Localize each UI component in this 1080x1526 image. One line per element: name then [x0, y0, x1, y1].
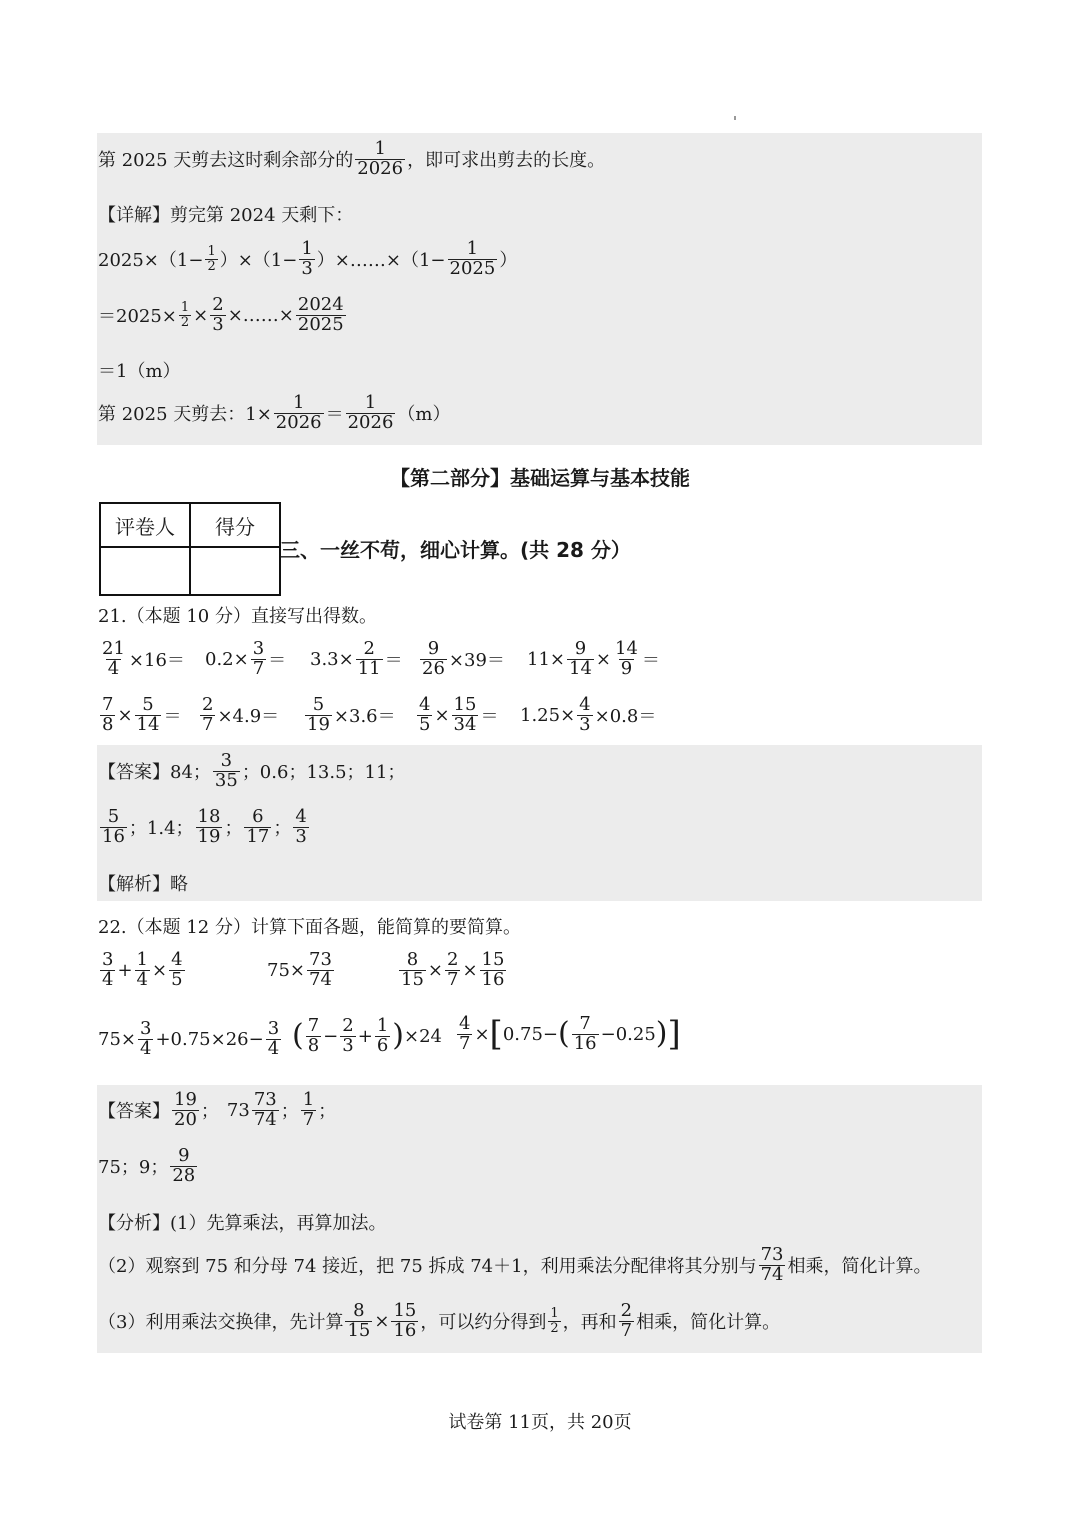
text: ＝ [384, 650, 403, 672]
numerator: 5 [312, 694, 325, 715]
denominator: 17 [246, 825, 270, 847]
q21-item-6 [98, 696, 181, 735]
denominator: 7 [447, 968, 459, 990]
denominator: 6 [376, 1034, 389, 1056]
text: × [427, 959, 443, 981]
numerator: 2 [202, 694, 214, 715]
numerator: 1 [374, 138, 386, 159]
fraction [205, 245, 217, 273]
numerator: 9 [574, 638, 587, 659]
q22-title [98, 913, 521, 939]
q22-problem-4 [98, 1020, 283, 1059]
fraction [548, 1307, 560, 1335]
text: + [357, 1025, 373, 1047]
denominator: 3 [301, 257, 313, 279]
text: × [434, 704, 450, 726]
fraction [306, 1017, 321, 1056]
denominator: 14 [569, 657, 592, 679]
fraction [252, 1091, 279, 1130]
text: ，即可求出剪去的长度。 [407, 150, 606, 172]
text: 相乘，简化计算。 [636, 1312, 781, 1334]
q21-item-7 [198, 696, 279, 735]
numerator: 1 [550, 1306, 559, 1322]
answer-label: 【答案】 [98, 1101, 170, 1123]
numerator: 7 [307, 1015, 320, 1036]
text: 75× [98, 1028, 136, 1050]
text: ；0.6；13.5；11； [241, 762, 406, 784]
denominator: 5 [171, 968, 183, 990]
text: × [117, 704, 133, 726]
whole-number: 73 [226, 1099, 250, 1121]
numerator: 4 [579, 694, 591, 715]
text: 1.25× [520, 704, 576, 726]
fraction [100, 808, 127, 847]
fraction [759, 1246, 786, 1285]
text: 第 2025 天剪去这时剩余部分的 [98, 150, 354, 172]
numerator: 1 [207, 244, 216, 260]
denominator: 7 [620, 1319, 633, 1341]
fraction [305, 696, 332, 735]
numerator: 3 [220, 750, 233, 771]
numerator: 2 [447, 949, 459, 970]
denominator: 14 [136, 713, 160, 735]
denominator: 16 [573, 1032, 597, 1054]
fraction [100, 696, 115, 735]
fraction [346, 394, 396, 433]
numerator: 3 [267, 1018, 280, 1039]
text: 第 2025 天剪去：1× [98, 404, 272, 426]
denominator: 34 [453, 713, 477, 735]
denominator: 3 [212, 313, 224, 335]
denominator: 4 [267, 1037, 280, 1059]
text: 22.（本题 12 分）计算下面各题，能简算的要简算。 [98, 917, 521, 938]
text: ×39＝ [448, 650, 505, 672]
text: ×3.6＝ [333, 706, 396, 728]
fraction [452, 696, 479, 735]
numerator: 15 [393, 1300, 417, 1321]
denominator: 8 [307, 1034, 320, 1056]
denominator: 9 [620, 657, 633, 679]
text: × [595, 648, 611, 670]
fraction [356, 640, 383, 679]
text: 0.75− [502, 1023, 558, 1045]
text: + [117, 959, 133, 981]
fraction [355, 140, 405, 179]
numerator: 9 [427, 638, 440, 659]
numerator: 15 [453, 694, 477, 715]
text: 3.3× [310, 648, 354, 670]
left-paren: ( [557, 1016, 570, 1052]
q21-analysis [98, 870, 188, 896]
denominator: 3 [295, 825, 307, 847]
denominator: 4 [102, 968, 114, 990]
fraction [210, 296, 225, 335]
expr-line-4 [98, 394, 451, 433]
denominator: 2026 [357, 157, 404, 179]
grade-table [99, 502, 281, 596]
text: （2）观察到 75 和分母 74 接近，把 75 拆成 74＋1，利用乘法分配律将其分别与 [98, 1256, 757, 1278]
fraction [244, 808, 271, 847]
denominator: 5 [419, 713, 431, 735]
text: −0.25 [600, 1023, 656, 1045]
denominator: 4 [136, 968, 148, 990]
q21-item-9 [415, 696, 498, 735]
fraction [170, 1147, 197, 1186]
fraction [293, 808, 308, 847]
text: ； [200, 1101, 219, 1123]
numerator: 7 [102, 694, 114, 715]
fraction [445, 951, 460, 990]
grader-header: 评卷人 [100, 503, 190, 547]
denominator: 26 [422, 657, 445, 679]
text: × [193, 304, 209, 326]
denominator: 15 [401, 968, 424, 990]
right-paren: ) [655, 1016, 668, 1052]
text: ＝2025× [98, 306, 177, 328]
score-header: 得分 [190, 503, 280, 547]
expr-line-2 [98, 296, 348, 335]
fraction [572, 1015, 599, 1054]
denominator: 74 [309, 968, 332, 990]
denominator: 4 [140, 1037, 152, 1059]
numerator: 5 [107, 806, 120, 827]
fraction [301, 1091, 316, 1130]
text: （m） [397, 404, 451, 426]
text: 0.2× [205, 648, 249, 670]
numerator: 1 [136, 949, 148, 970]
denominator: 16 [393, 1319, 417, 1341]
text: ×16＝ [128, 650, 185, 672]
text: ＝1（m） [98, 361, 181, 382]
fraction [420, 640, 447, 679]
text: ，可以约分得到 [420, 1312, 547, 1334]
fraction [391, 1302, 418, 1341]
text: − [323, 1025, 339, 1047]
numerator: 14 [615, 638, 638, 659]
fraction [179, 301, 191, 329]
q21-item-8 [303, 696, 396, 735]
text: ＝ [641, 650, 660, 672]
q22-analysis-2 [98, 1246, 931, 1285]
denominator: 20 [174, 1108, 197, 1130]
detail-label [98, 201, 353, 227]
denominator: 7 [252, 657, 265, 679]
text: ×0.8＝ [594, 706, 657, 728]
q22-problem-5 [292, 1017, 442, 1056]
text: ×……× [227, 304, 294, 326]
q21-answer-line-1 [98, 752, 405, 791]
denominator: 4 [107, 657, 120, 679]
numerator: 73 [253, 1089, 277, 1110]
q22-analysis-3 [98, 1302, 780, 1341]
numerator: 4 [419, 694, 431, 715]
fraction [448, 240, 498, 279]
text: ，再和 [562, 1312, 617, 1334]
fraction [480, 951, 507, 990]
expr-line-1 [98, 240, 517, 279]
fraction [213, 752, 240, 791]
q22-problem-2 [267, 951, 336, 990]
denominator: 7 [202, 713, 214, 735]
fraction [457, 1015, 472, 1054]
q21-item-5 [527, 640, 660, 679]
fraction [307, 951, 334, 990]
text: ； [318, 1101, 337, 1123]
text: ×4.9＝ [217, 706, 280, 728]
part-title: 【第二部分】基础运算与基本技能 [390, 466, 690, 490]
text: 相乘，简化计算。 [787, 1256, 932, 1278]
text: ）×（1− [219, 250, 298, 272]
text: 【解析】略 [98, 874, 188, 895]
scan-mark [734, 116, 736, 120]
numerator: 73 [760, 1244, 784, 1265]
denominator: 11 [357, 657, 381, 679]
numerator: 4 [459, 1013, 471, 1034]
fraction [567, 640, 594, 679]
numerator: 1 [302, 1089, 315, 1110]
q22-problem-6 [455, 1015, 681, 1054]
text: × [152, 959, 168, 981]
fraction [100, 640, 127, 679]
numerator: 3 [140, 1018, 152, 1039]
fraction [266, 1020, 281, 1059]
numerator: 8 [353, 1300, 365, 1321]
fraction [251, 640, 266, 679]
q22-problem-3 [397, 951, 508, 990]
denominator: 7 [459, 1032, 471, 1054]
denominator: 2 [180, 314, 190, 330]
text: 【详解】剪完第 2024 天剩下： [98, 205, 354, 226]
denominator: 16 [102, 825, 125, 847]
numerator: 1 [301, 238, 313, 259]
denominator: 19 [197, 825, 221, 847]
text: 75；9； [98, 1157, 169, 1179]
text: × [462, 959, 478, 981]
fraction [417, 696, 432, 735]
denominator: 19 [307, 713, 330, 735]
denominator: 2025 [449, 257, 496, 279]
numerator: 3 [102, 949, 114, 970]
fraction [375, 1017, 390, 1056]
denominator: 3 [342, 1034, 354, 1056]
text: × [374, 1310, 390, 1332]
text: 【分析】(1）先算乘法，再算加法。 [98, 1213, 387, 1234]
fraction [299, 240, 314, 279]
text: ； [224, 818, 243, 840]
fraction [340, 1017, 355, 1056]
text: 21.（本题 10 分）直接写出得数。 [98, 606, 377, 627]
numerator: 1 [364, 392, 377, 413]
numerator: 73 [309, 949, 332, 970]
q22-answer-line-2 [98, 1147, 199, 1186]
q21-item-2 [205, 640, 286, 679]
q21-item-10 [520, 696, 656, 735]
denominator: 8 [102, 713, 114, 735]
denominator: 2026 [275, 411, 322, 433]
numerator: 2 [342, 1015, 354, 1036]
solution-intro-line [98, 140, 605, 179]
numerator: 7 [579, 1013, 591, 1034]
numerator: 2024 [297, 294, 344, 315]
text: ＝ [163, 706, 182, 728]
q21-title [98, 602, 377, 628]
numerator: 5 [142, 694, 154, 715]
fraction [135, 951, 150, 990]
right-paren: ) [392, 1018, 404, 1054]
fraction [196, 808, 223, 847]
numerator: 1 [292, 392, 305, 413]
denominator: 35 [214, 769, 238, 791]
text: 11× [527, 648, 565, 670]
numerator: 1 [376, 1015, 389, 1036]
q22-problem-1 [98, 951, 187, 990]
fraction [172, 1091, 199, 1130]
answer-label: 【答案】 [98, 762, 170, 784]
fraction [200, 696, 215, 735]
numerator: 6 [252, 806, 264, 827]
text: ＝ [268, 650, 287, 672]
text: 2025×（1− [98, 250, 204, 272]
q21-item-3 [310, 640, 403, 679]
numerator: 2 [363, 638, 375, 659]
denominator: 3 [579, 713, 591, 735]
numerator: 3 [252, 638, 265, 659]
fraction [619, 1302, 634, 1341]
numerator: 2 [212, 294, 224, 315]
denominator: 2 [207, 258, 216, 274]
text: 84； [170, 762, 211, 784]
text: +0.75×26− [155, 1028, 264, 1050]
numerator: 4 [295, 806, 307, 827]
denominator: 74 [253, 1108, 277, 1130]
numerator: 8 [406, 949, 419, 970]
q22-analysis-1 [98, 1209, 386, 1235]
fraction [100, 951, 115, 990]
denominator: 28 [172, 1164, 196, 1186]
section-3-title: 三、一丝不苟，细心计算。(共 28 分） [280, 538, 631, 562]
numerator: 19 [174, 1089, 197, 1110]
fraction [345, 1302, 372, 1341]
denominator: 15 [347, 1319, 371, 1341]
numerator: 18 [197, 806, 221, 827]
text: ； [273, 818, 292, 840]
fraction [138, 1020, 153, 1059]
numerator: 1 [466, 238, 479, 259]
text: ） [499, 250, 518, 272]
text: ）×……×（1− [316, 250, 446, 272]
numerator: 9 [178, 1145, 190, 1166]
text: ＝ [480, 706, 499, 728]
fraction [135, 696, 162, 735]
q21-item-4 [418, 640, 505, 679]
page-footer: 试卷第 11页，共 20页 [448, 1412, 632, 1433]
denominator: 7 [302, 1108, 315, 1130]
text: ×24 [403, 1025, 442, 1047]
text: × [474, 1023, 490, 1045]
text: 75× [267, 959, 305, 981]
numerator: 21 [102, 638, 125, 659]
fraction [577, 696, 592, 735]
fraction [399, 951, 426, 990]
left-paren: ( [292, 1018, 304, 1054]
numerator: 2 [620, 1300, 633, 1321]
denominator: 16 [481, 968, 505, 990]
fraction [169, 951, 184, 990]
numerator: 4 [171, 949, 183, 970]
numerator: 15 [481, 949, 505, 970]
fraction [296, 296, 346, 335]
text: ；1.4； [128, 818, 194, 840]
denominator: 2025 [297, 313, 344, 335]
q22-answer-line-1 [98, 1091, 336, 1130]
q21-item-1 [98, 640, 185, 679]
score-cell[interactable] [190, 547, 280, 595]
right-bracket: ] [667, 1014, 681, 1055]
denominator: 2 [550, 1320, 559, 1336]
denominator: 2026 [347, 411, 394, 433]
q21-answer-line-2 [98, 808, 311, 847]
text: （3）利用乘法交换律，先计算 [98, 1312, 344, 1334]
fraction [274, 394, 324, 433]
text: ； [280, 1101, 299, 1123]
expr-line-3 [98, 357, 181, 383]
fraction [613, 640, 640, 679]
text: ＝ [325, 404, 344, 426]
numerator: 1 [180, 300, 190, 316]
left-bracket: [ [489, 1014, 503, 1055]
grader-cell[interactable] [100, 547, 190, 595]
denominator: 74 [760, 1263, 784, 1285]
